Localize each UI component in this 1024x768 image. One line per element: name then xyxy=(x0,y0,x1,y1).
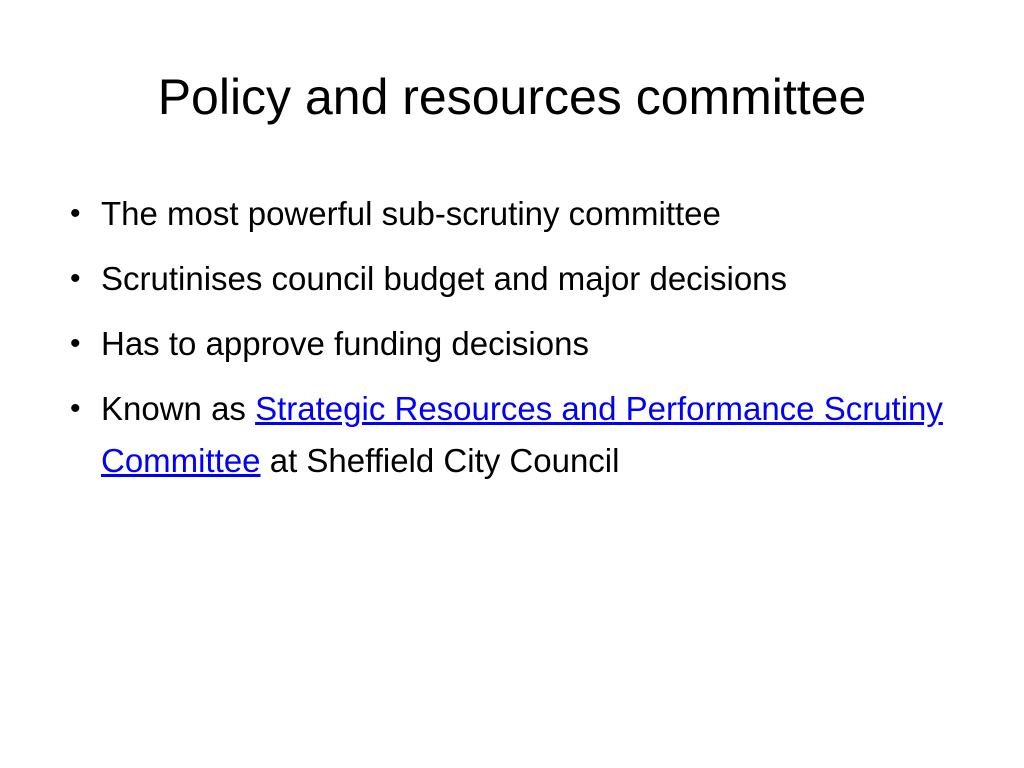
bullet-dot-icon: • xyxy=(70,327,81,360)
bullet-dot-icon: • xyxy=(70,392,81,425)
bullet-list xyxy=(70,188,970,500)
committee-link[interactable]: Strategic Resources and Performance Scrutiny Committee xyxy=(101,390,943,479)
bullet-dot-icon: • xyxy=(70,197,81,230)
bullet-text-prefix: Known as xyxy=(101,390,256,427)
slide-title: Policy and resources committee xyxy=(157,69,867,125)
bullet-text: Scrutinises council budget and major decisions xyxy=(101,260,788,297)
bullet-item xyxy=(70,188,970,240)
bullet-dot-icon: • xyxy=(70,262,81,295)
bullet-text-suffix: at Sheffield City Council xyxy=(260,442,620,479)
bullet-item xyxy=(70,253,970,305)
bullet-item xyxy=(70,318,970,370)
bullet-item xyxy=(70,383,970,487)
bullet-text: Has to approve funding decisions xyxy=(101,325,589,362)
bullet-text: The most powerful sub-scrutiny committee xyxy=(101,195,721,232)
